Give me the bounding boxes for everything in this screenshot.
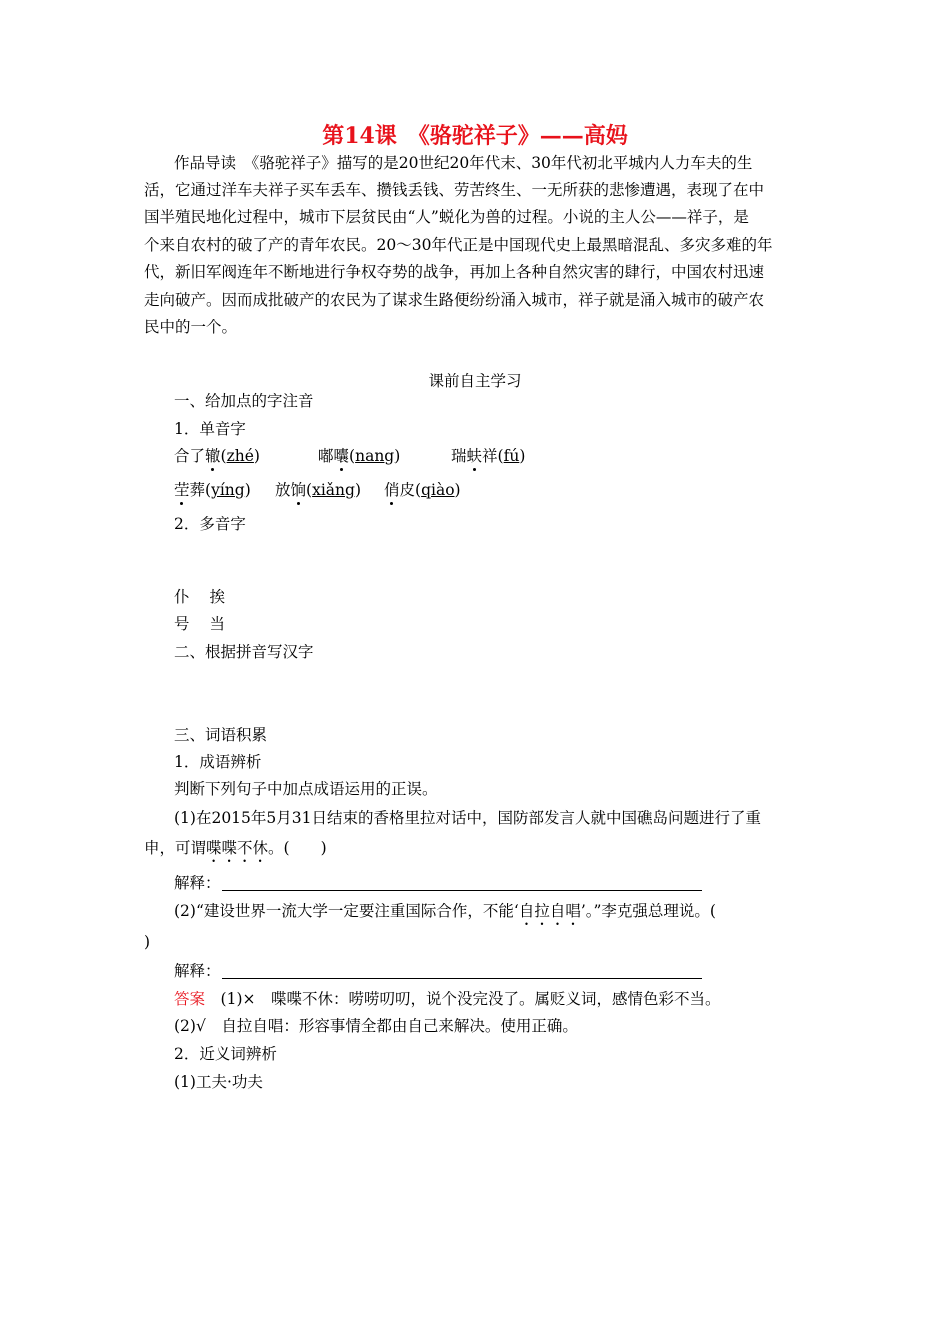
pinyin-item: 嘟囔(nang) — [318, 447, 401, 465]
pinyin-answer: nang — [355, 447, 395, 465]
answer-blank-line[interactable] — [222, 890, 702, 891]
intro-line-3: 国半殖民地化过程中，城市下层贫民由“人”蜕化为兽的过程。小说的主人公——祥子，是 — [144, 208, 749, 226]
polyphone-row-1: 仆 挨 — [174, 588, 226, 606]
pinyin-answer: yíng — [211, 481, 245, 499]
dotted-char: 蚨 — [466, 447, 483, 465]
dotted-char: 囔 — [333, 447, 350, 465]
intro-line-1: 作品导读 《骆驼祥子》描写的是20世纪20年代末、30年代初北平城内人力车夫的生 — [174, 154, 753, 172]
pinyin-item: 放饷(xiǎng) — [275, 481, 362, 499]
question-1-line-1: (1)在2015年5月31日结束的香格里拉对话中，国防部发言人就中国礁岛问题进行了重 — [174, 809, 761, 827]
answer-line-2: (2)√ 自拉自唱：形容事情全都由自己来解决。使用正确。 — [174, 1017, 578, 1035]
dotted-idiom: 喋喋不休 — [206, 839, 269, 857]
dotted-char: 辙 — [205, 447, 221, 465]
part3-sub2: 2．近义词辨析 — [174, 1045, 277, 1063]
pinyin-answer: qiào — [421, 481, 455, 499]
dotted-char: 茔 — [174, 481, 190, 499]
dotted-idiom: 自拉自唱 — [518, 902, 581, 920]
polyphone-row-2: 号 当 — [174, 615, 226, 633]
explain-label: 解释： — [174, 874, 221, 892]
part3-heading: 三、词语积累 — [174, 726, 268, 744]
part2-heading: 二、根据拼音写汉字 — [174, 643, 314, 661]
answer-label: 答案 — [174, 990, 206, 1008]
synonym-item-1: (1)工夫·功夫 — [174, 1073, 263, 1091]
pinyin-item: 瑞蚨祥(fú) — [451, 447, 526, 465]
part1-sub1: 1．单音字 — [174, 420, 246, 438]
answer-blank-line[interactable] — [222, 978, 702, 979]
intro-line-4: 个来自农村的破了产的青年农民。20～30年代正是中国现代史上最黑暗混乱、多灾多难的年 — [144, 236, 773, 254]
pinyin-item: 俏皮(qiào) — [384, 481, 461, 499]
intro-line-6: 走向破产。因而成批破产的农民为了谋求生路便纷纷涌入城市，祥子就是涌入城市的破产农 — [144, 291, 765, 309]
question-1-line-2: 申，可谓喋喋不休。( ) — [144, 839, 327, 857]
pinyin-item: 合了辙(zhé) — [174, 447, 260, 465]
pinyin-item: 茔葬(yíng) — [174, 481, 251, 499]
pinyin-answer: xiǎng — [312, 481, 355, 499]
dotted-char: 饷 — [290, 481, 307, 499]
explain-label: 解释： — [174, 962, 221, 980]
intro-line-5: 代，新旧军阀连年不断地进行争权夺势的战争，再加上各种自然灾害的肆行，中国农村迅速 — [144, 263, 765, 281]
pinyin-answer: fú — [503, 447, 520, 465]
section-title: 课前自主学习 — [428, 372, 522, 390]
dotted-char: 俏 — [384, 481, 400, 499]
lesson-title: 第14课 《骆驼祥子》——高妈 — [322, 123, 628, 149]
intro-line-2: 活，它通过洋车夫祥子买车丢车、攒钱丢钱、劳苦终生、一无所获的悲惨遭遇，表现了在中 — [144, 181, 765, 199]
part1-heading: 一、给加点的字注音 — [174, 392, 314, 410]
part3-sub1: 1．成语辨析 — [174, 753, 262, 771]
instruction-text: 判断下列句子中加点成语运用的正误。 — [174, 780, 438, 798]
intro-line-7: 民中的一个。 — [144, 318, 238, 336]
part1-sub2: 2．多音字 — [174, 515, 246, 533]
question-2-line-1: (2)“建设世界一流大学一定要注重国际合作，不能‘自拉自唱’。”李克强总理说。( — [174, 902, 716, 920]
answer-line-1: 答案 (1)× 喋喋不休：唠唠叨叨，说个没完没了。属贬义词，感情色彩不当。 — [174, 990, 721, 1008]
question-2-line-2: ) — [144, 933, 151, 951]
pinyin-answer: zhé — [226, 447, 254, 465]
